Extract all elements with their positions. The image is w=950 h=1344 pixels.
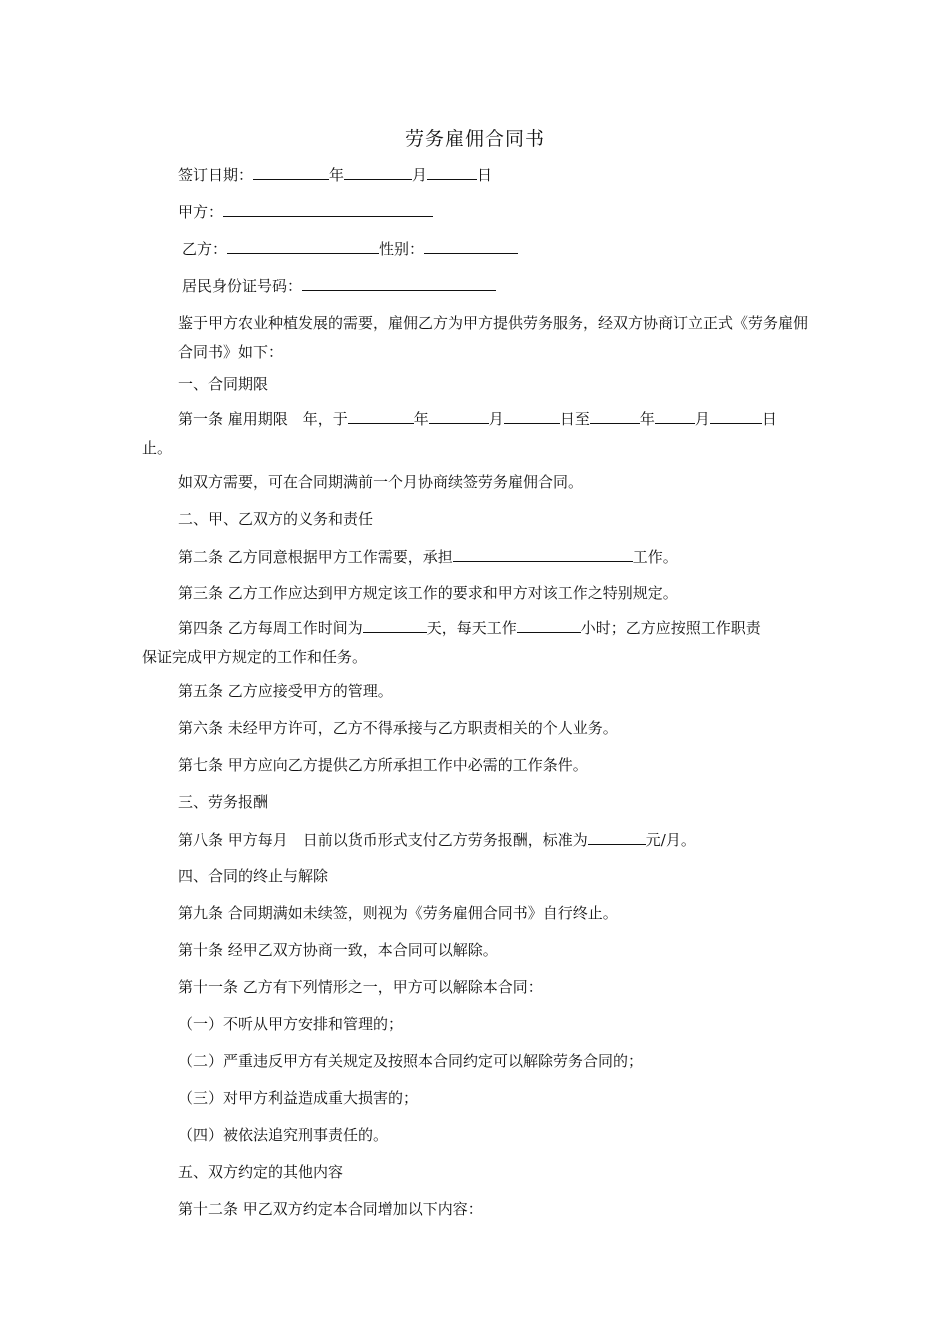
party-a-blank[interactable] [223, 201, 433, 217]
article-1-month2: 月 [694, 410, 710, 428]
article-4-start: 第四条 乙方每周工作时间为 [178, 619, 363, 637]
party-b-line [182, 238, 518, 259]
preamble-paragraph [142, 309, 810, 367]
section-5-heading: 五、双方约定的其他内容 [178, 1163, 344, 1181]
article-1-month: 月 [488, 410, 504, 428]
party-a-line [178, 201, 433, 222]
gender-blank[interactable] [424, 238, 518, 254]
party-b-label: 乙方： [182, 240, 228, 258]
month-label: 月 [412, 166, 428, 184]
day-label: 日 [477, 166, 493, 184]
gender-label: 性别： [379, 240, 425, 258]
day-blank[interactable] [427, 164, 477, 180]
end-month-blank[interactable] [655, 408, 695, 424]
article-1-to: 日至 [559, 410, 590, 428]
article-2-start: 第二条 乙方同意根据甲方工作需要，承担 [178, 548, 453, 566]
article-5: 第五条 乙方应接受甲方的管理。 [178, 682, 393, 700]
sign-date-label: 签订日期： [178, 166, 254, 184]
list-item-1: （一）不听从甲方安排和管理的； [178, 1015, 404, 1033]
article-4-mid: 天，每天工作 [426, 619, 517, 637]
article-2-end: 工作。 [632, 548, 678, 566]
article-8 [178, 829, 696, 850]
article-1-line1 [142, 405, 810, 434]
article-3: 第三条 乙方工作应达到甲方规定该工作的要求和甲方对该工作之特别规定。 [178, 584, 678, 602]
section-3-heading: 三、劳务报酬 [178, 793, 269, 811]
article-9: 第九条 合同期满如未续签，则视为《劳务雇佣合同书》自行终止。 [178, 904, 618, 922]
article-1-end: 日 [761, 410, 777, 428]
article-7: 第七条 甲方应向乙方提供乙方所承担工作中必需的工作条件。 [178, 756, 588, 774]
year-blank[interactable] [253, 164, 329, 180]
id-number-blank[interactable] [302, 275, 496, 291]
article-4-line1 [142, 614, 810, 643]
section-2-heading: 二、甲、乙双方的义务和责任 [178, 510, 374, 528]
end-day-blank[interactable] [710, 408, 762, 424]
id-number-label: 居民身份证号码： [182, 277, 303, 295]
list-item-4: （四）被依法追究刑事责任的。 [178, 1126, 389, 1144]
article-1 [142, 405, 810, 463]
list-item-2: （二）严重违反甲方有关规定及按照本合同约定可以解除劳务合同的； [178, 1052, 644, 1070]
party-b-blank[interactable] [227, 238, 379, 254]
section-1-heading: 一、合同期限 [178, 375, 269, 393]
preamble-text: 鉴于甲方农业种植发展的需要，雇佣乙方为甲方提供劳务服务，经双方协商订立正式《劳务雇佣合同书》如下： [178, 314, 809, 361]
hours-blank[interactable] [517, 617, 581, 633]
article-1-year2: 年 [639, 410, 655, 428]
article-4-end: 小时；乙方应按照工作职责 [580, 619, 761, 637]
article-12: 第十二条 甲乙双方约定本合同增加以下内容： [178, 1200, 483, 1218]
renew-text: 如双方需要，可在合同期满前一个月协商续签劳务雇佣合同。 [178, 473, 584, 491]
article-6: 第六条 未经甲方许可，乙方不得承接与乙方职责相关的个人业务。 [178, 719, 618, 737]
days-blank[interactable] [363, 617, 427, 633]
article-1-tail: 止。 [142, 439, 173, 457]
article-10: 第十条 经甲乙双方协商一致，本合同可以解除。 [178, 941, 498, 959]
year-label: 年 [329, 166, 345, 184]
article-1-start: 第一条 雇用期限 年，于 [178, 410, 348, 428]
article-4-line2: 保证完成甲方规定的工作和任务。 [142, 648, 368, 666]
document-title: 劳务雇佣合同书 [404, 128, 545, 150]
job-blank[interactable] [453, 546, 633, 562]
article-8-end: 元/月。 [645, 831, 696, 849]
list-item-3: （三）对甲方利益造成重大损害的； [178, 1089, 419, 1107]
sign-date-line [178, 164, 492, 185]
article-2 [178, 546, 678, 567]
start-day-blank[interactable] [504, 408, 560, 424]
id-number-line [182, 275, 496, 296]
section-4-heading: 四、合同的终止与解除 [178, 867, 329, 885]
salary-blank[interactable] [588, 829, 646, 845]
article-1-year: 年 [413, 410, 429, 428]
end-year-blank[interactable] [590, 408, 640, 424]
month-blank[interactable] [344, 164, 412, 180]
start-month-blank[interactable] [429, 408, 489, 424]
article-4 [142, 614, 810, 672]
start-year-blank[interactable] [348, 408, 414, 424]
party-a-label: 甲方： [178, 203, 224, 221]
article-8-start: 第八条 甲方每月 日前以货币形式支付乙方劳务报酬，标准为 [178, 831, 588, 849]
article-11: 第十一条 乙方有下列情形之一，甲方可以解除本合同： [178, 978, 543, 996]
